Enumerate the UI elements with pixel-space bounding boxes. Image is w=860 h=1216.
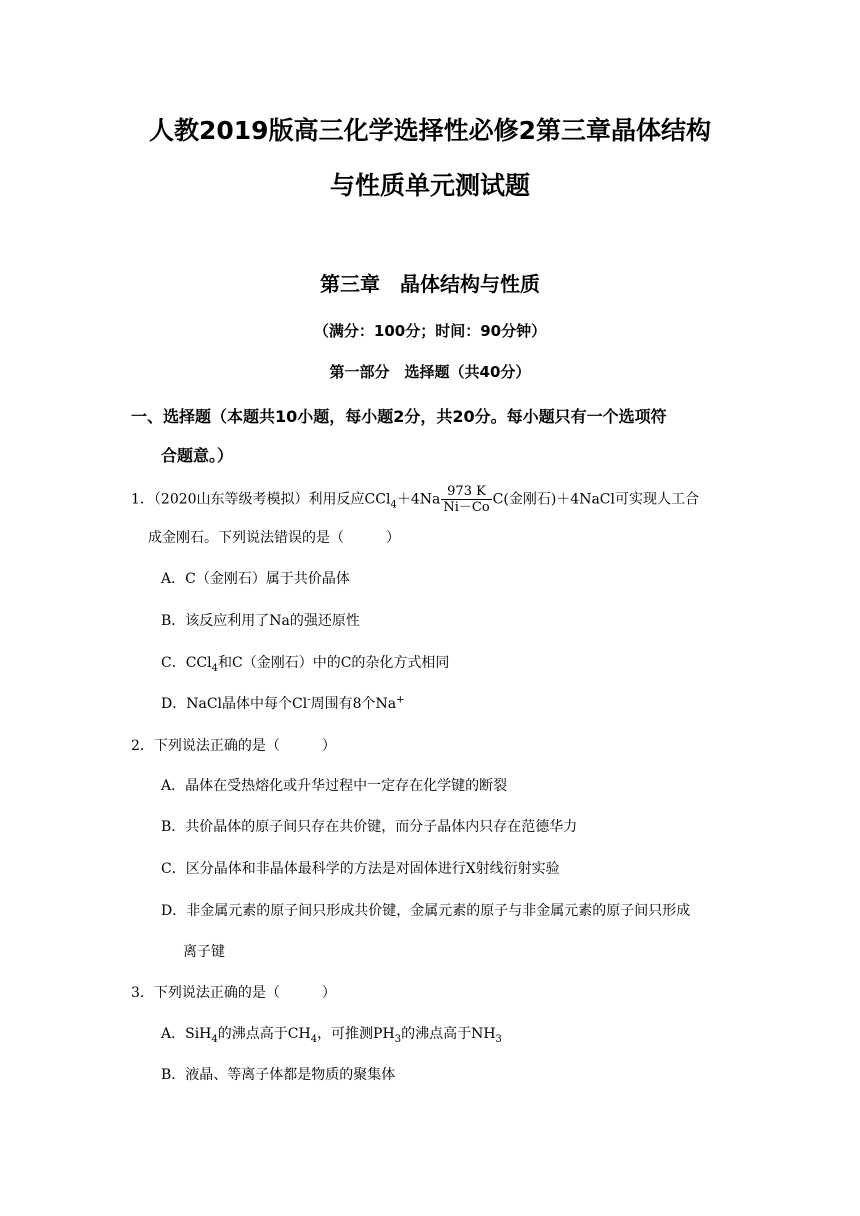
option-text: 周围有8个Na bbox=[310, 696, 397, 712]
subscript: 4 bbox=[211, 1033, 218, 1045]
exam-meta: （满分：100分；时间：90分钟） bbox=[313, 322, 547, 340]
reaction-condition-catalyst: Ni－Co bbox=[443, 500, 490, 515]
subscript: 4 bbox=[390, 499, 397, 511]
reaction-condition-temperature: 973 K bbox=[441, 484, 491, 500]
subscript: 3 bbox=[394, 1033, 402, 1045]
option-text: 和C（金刚石）中的C的杂化方式相同 bbox=[218, 655, 450, 671]
part-heading: 第一部分 选择题（共40分） bbox=[329, 363, 531, 381]
subscript: 4 bbox=[310, 1033, 318, 1045]
question-3-option-a bbox=[161, 1025, 502, 1043]
superscript: + bbox=[396, 694, 405, 706]
question-2-option-c: C．区分晶体和非晶体最科学的方法是对固体进行X射线衍射实验 bbox=[161, 861, 560, 877]
question-1-option-d bbox=[161, 695, 405, 713]
question-number: 1． bbox=[131, 491, 154, 508]
question-1-stem-line2: 成金刚石。下列说法错误的是（ ） bbox=[148, 530, 400, 546]
option-text: A．SiH bbox=[161, 1026, 212, 1042]
section-heading-line1: 一、选择题（本题共10小题，每小题2分，共20分。每小题只有一个选项符 bbox=[131, 407, 667, 426]
superscript: - bbox=[307, 694, 311, 706]
subscript: 4 bbox=[211, 662, 218, 674]
question-1-stem bbox=[131, 484, 699, 515]
option-text: ，可推测PH bbox=[317, 1026, 395, 1042]
question-3-stem: 3．下列说法正确的是（ ） bbox=[131, 985, 336, 1001]
question-2-stem: 2．下列说法正确的是（ ） bbox=[131, 738, 336, 754]
question-2-option-a: A．晶体在受热熔化或升华过程中一定存在化学键的断裂 bbox=[161, 778, 508, 794]
question-1-option-c bbox=[161, 654, 449, 672]
reaction-condition bbox=[441, 484, 491, 515]
option-text: 的沸点高于NH bbox=[401, 1026, 496, 1042]
subscript: 3 bbox=[495, 1033, 502, 1045]
section-heading-line2: 合题意。） bbox=[161, 446, 234, 465]
question-1-option-b: B．该反应利用了Na的强还原性 bbox=[161, 613, 360, 629]
question-3-option-b: B．液晶、等离子体都是物质的聚集体 bbox=[161, 1067, 396, 1083]
question-1-option-a: A．C（金刚石）属于共价晶体 bbox=[161, 571, 350, 587]
option-text: 的沸点高于CH bbox=[217, 1026, 311, 1042]
question-text: （2020山东等级考模拟）利用反应CCl bbox=[153, 491, 391, 508]
chapter-heading: 第三章 晶体结构与性质 bbox=[320, 272, 540, 296]
document-title-line1: 人教2019版高三化学选择性必修2第三章晶体结构 bbox=[149, 116, 711, 145]
question-2-option-b: B．共价晶体的原子间只存在共价键，而分子晶体内只存在范德华力 bbox=[161, 819, 578, 835]
question-text: ＋4Na bbox=[396, 491, 441, 508]
question-text: C(金刚石)＋4NaCl可实现人工合 bbox=[492, 491, 699, 508]
question-2-option-d-line2: 离子键 bbox=[183, 944, 225, 960]
option-text: C．CCl bbox=[161, 655, 212, 671]
option-text: D．NaCl晶体中每个Cl bbox=[161, 696, 308, 712]
document-title-line2: 与性质单元测试题 bbox=[329, 171, 530, 200]
question-2-option-d: D．非金属元素的原子间只形成共价键，金属元素的原子与非金属元素的原子间只形成 bbox=[161, 903, 691, 919]
